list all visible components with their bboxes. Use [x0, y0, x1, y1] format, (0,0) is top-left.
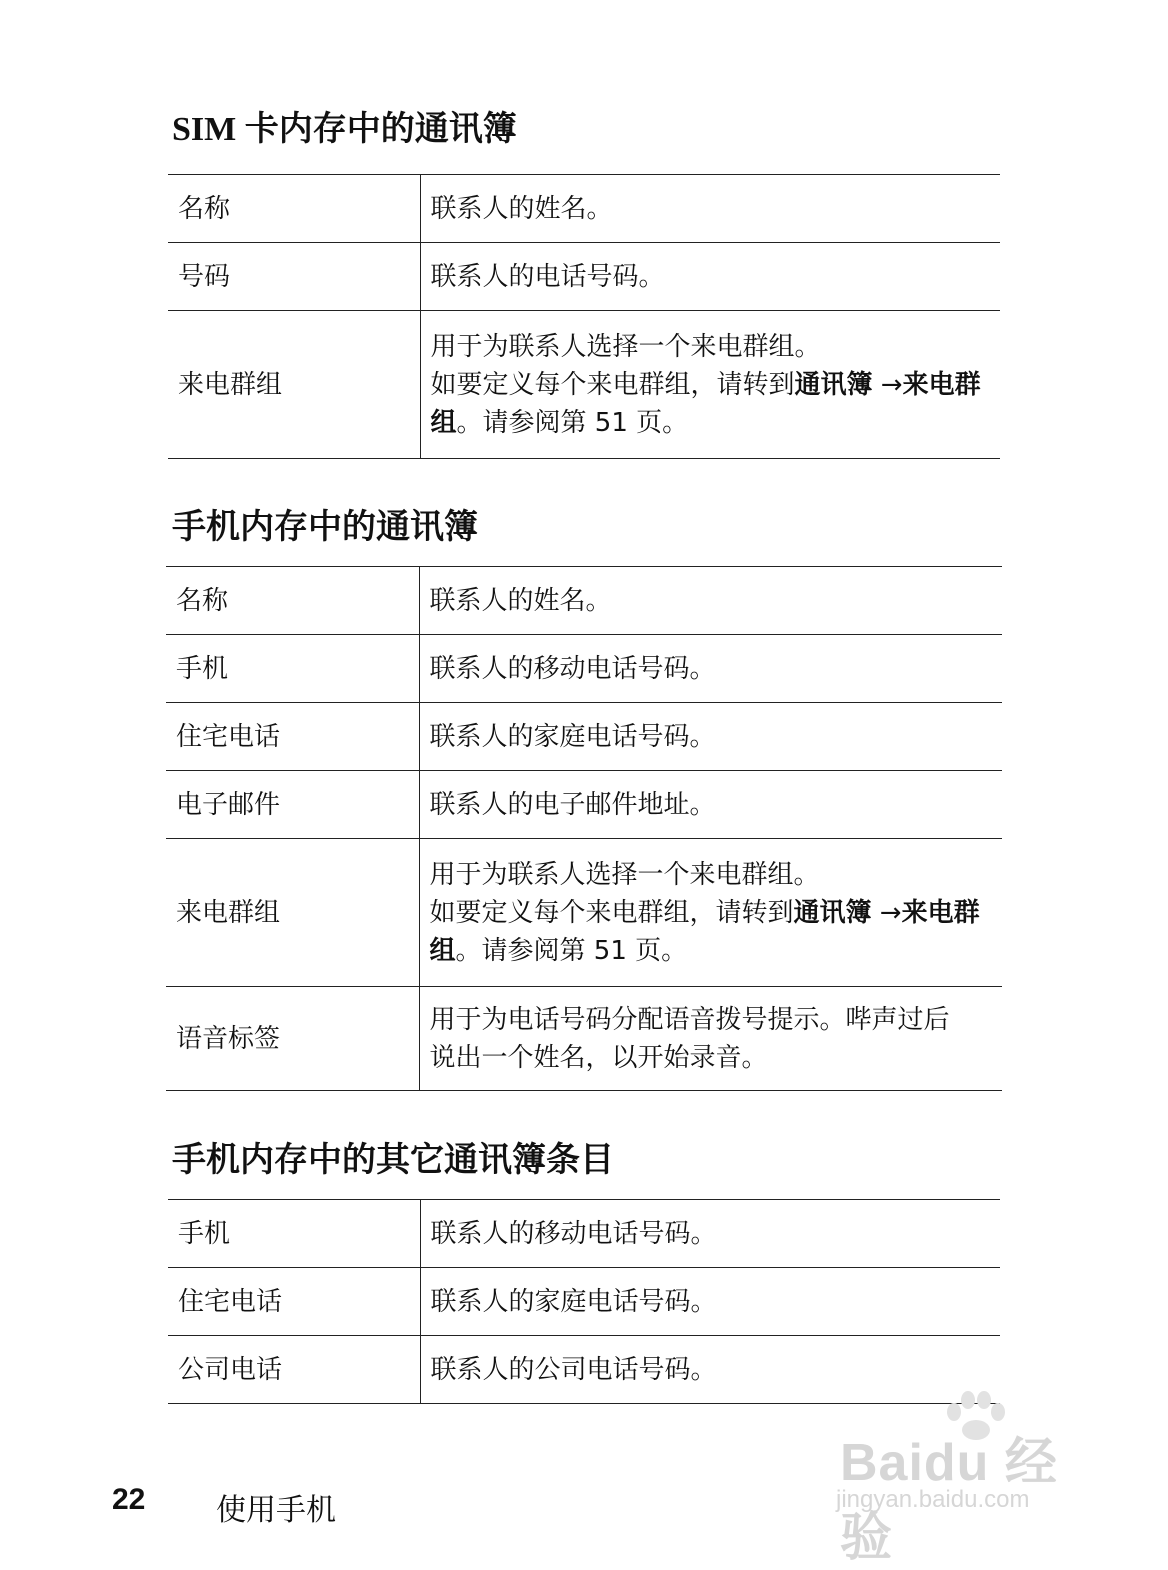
- description-text: 如要定义每个来电群组，请转到: [430, 369, 795, 400]
- field-label: 公司电话: [168, 1336, 420, 1404]
- watermark-url: jingyan.baidu.com: [836, 1486, 1030, 1513]
- table-sim-phonebook: [168, 174, 1000, 459]
- menu-path-phonebook: 通讯簿: [794, 369, 873, 400]
- field-label: 住宅电话: [166, 703, 419, 771]
- table-row: [168, 1268, 1000, 1336]
- description-line: 用于为联系人选择一个来电群组。: [430, 331, 821, 362]
- table-row: [168, 311, 1000, 459]
- field-description: 联系人的公司电话号码。: [420, 1336, 1000, 1404]
- table-row: [166, 567, 1002, 635]
- menu-path-phonebook: 通讯簿: [793, 897, 872, 928]
- field-description: 联系人的移动电话号码。: [420, 1200, 1000, 1268]
- watermark: [830, 1390, 1100, 1567]
- field-label: 手机: [166, 635, 419, 703]
- description-line: 用于为电话号码分配语音拨号提示。哔声过后: [429, 1004, 950, 1035]
- table-row: [168, 243, 1000, 311]
- field-description: 联系人的移动电话号码。: [419, 635, 1002, 703]
- field-label: 来电群组: [168, 311, 420, 459]
- table-row: [166, 703, 1002, 771]
- chapter-name: 使用手机: [216, 1493, 336, 1528]
- field-description: [420, 311, 1000, 459]
- menu-path-caller-groups: 来电群组: [430, 369, 981, 438]
- table-other-entries: [168, 1199, 1000, 1404]
- field-label: 电子邮件: [166, 771, 419, 839]
- description-line: 用于为联系人选择一个来电群组。: [429, 859, 820, 890]
- field-label: 来电群组: [166, 839, 419, 987]
- table-row: [168, 175, 1000, 243]
- field-label: 语音标签: [166, 987, 419, 1091]
- watermark-brand: Baidu 经验: [840, 1434, 1058, 1567]
- description-text: 。请参阅第 51 页。: [456, 407, 689, 438]
- table-row: [168, 1200, 1000, 1268]
- table-phone-phonebook: [166, 566, 1002, 1091]
- page-number: 22: [112, 1483, 146, 1516]
- field-description: 联系人的电话号码。: [420, 243, 1000, 311]
- table-row: [166, 771, 1002, 839]
- table-row: [166, 987, 1002, 1091]
- description-text: 如要定义每个来电群组，请转到: [429, 897, 794, 928]
- field-description: [419, 839, 1002, 987]
- field-label: 住宅电话: [168, 1268, 420, 1336]
- arrow-icon: →: [872, 369, 903, 400]
- field-description: 联系人的电子邮件地址。: [419, 771, 1002, 839]
- section-title-sim: SIM 卡内存中的通讯簿: [172, 111, 517, 148]
- table-row: [166, 839, 1002, 987]
- field-label: 手机: [168, 1200, 420, 1268]
- field-label: 名称: [166, 567, 419, 635]
- field-label: 名称: [168, 175, 420, 243]
- field-description: 联系人的家庭电话号码。: [420, 1268, 1000, 1336]
- description-line: 说出一个姓名，以开始录音。: [429, 1042, 768, 1073]
- field-description: 联系人的姓名。: [420, 175, 1000, 243]
- section-title-phone-memory: 手机内存中的通讯簿: [172, 507, 478, 547]
- field-description: 联系人的姓名。: [419, 567, 1002, 635]
- menu-path-caller-groups: 来电群组: [429, 897, 980, 966]
- field-description: [419, 987, 1002, 1091]
- section-title-other-entries: 手机内存中的其它通讯簿条目: [172, 1140, 614, 1180]
- description-text: 。请参阅第 51 页。: [455, 935, 688, 966]
- field-label: 号码: [168, 243, 420, 311]
- arrow-icon: →: [871, 897, 902, 928]
- table-row: [166, 635, 1002, 703]
- field-description: 联系人的家庭电话号码。: [419, 703, 1002, 771]
